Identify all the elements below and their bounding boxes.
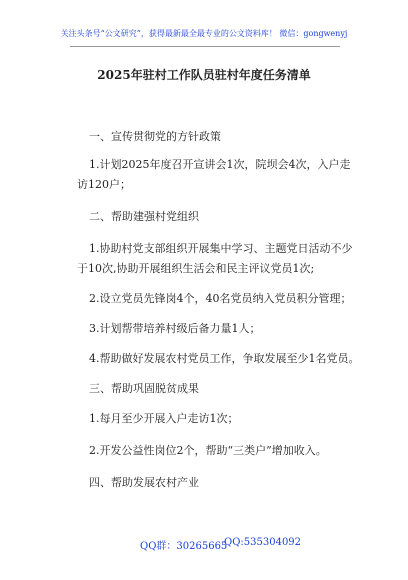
list-item: 1.每月至少开展入户走访1次；: [89, 412, 239, 425]
list-item-continuation: 于10次,协助开展组织生活会和民主评议党员1次;: [77, 262, 315, 275]
list-item: 1.协助村党支部组织开展集中学习、主题党日活动不少: [89, 242, 353, 255]
list-item-continuation: 访120户；: [77, 178, 131, 191]
section-heading: 三、帮助巩固脱贫成果: [89, 382, 199, 395]
footer-qq: QQ:535304092: [224, 537, 302, 548]
list-item: 2.开发公益性岗位2个，帮助“三类户”增加收入。: [89, 444, 327, 457]
header-banner: 关注头条号“公文研究”，获得最新最全最专业的公文资料库！ 微信：gongwenyj: [60, 29, 348, 38]
list-item: 3.计划帮带培养村级后备力量1人；: [89, 322, 261, 335]
document-title: 2025年驻村工作队员驻村年度任务清单: [97, 68, 311, 82]
section-heading: 一、宣传贯彻党的方针政策: [89, 130, 221, 143]
header-divider: [70, 46, 340, 47]
section-heading: 二、帮助建强村党组织: [89, 210, 199, 223]
list-item: 4.帮助做好发展农村党员工作，争取发展至少1名党员。: [89, 352, 360, 365]
list-item: 2.设立党员先锋岗4个，40名党员纳入党员积分管理；: [89, 292, 352, 305]
footer-qq-group: QQ群：30265665: [140, 541, 228, 552]
section-heading: 四、帮助发展农村产业: [89, 476, 199, 489]
list-item: 1.计划2025年度召开宣讲会1次，院坝会4次，入户走: [89, 158, 351, 171]
